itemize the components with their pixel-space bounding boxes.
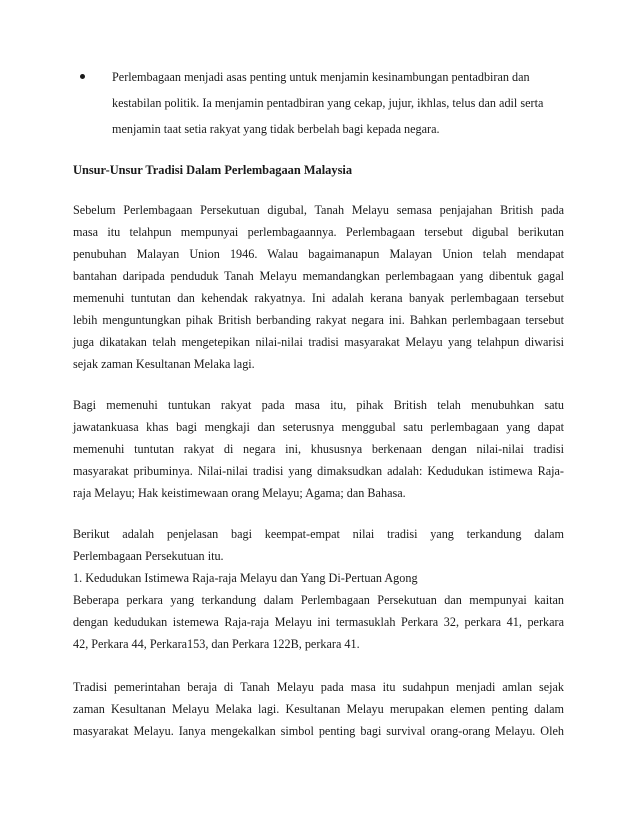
text-line: 42, Perkara 44, Perkara153, dan Perkara 122B, perkara 41. bbox=[73, 637, 360, 651]
text-line: Sebelum Perlembagaan Persekutuan digubal, Tanah Melayu semasa penjajahan British pada bbox=[73, 203, 564, 217]
text-line: Beberapa perkara yang terkandung dalam Perlembagaan Persekutuan dan mempunyai kaitan bbox=[73, 593, 564, 607]
text-line: bantahan daripada penduduk Tanah Melayu memandangkan perlembagaan yang dibentuk gagal bbox=[73, 269, 564, 283]
text-line: memenuhi tuntutan rakyat di negara ini, khususnya berkenaan dengan nilai-nilai tradisi bbox=[73, 442, 564, 456]
text-line: lebih menguntungkan pihak British berbanding rakyat negara ini. Bahkan perlembagaan tersebut bbox=[73, 313, 564, 327]
text-line: Perlembagaan Persekutuan itu. bbox=[73, 549, 224, 563]
text-line: Berikut adalah penjelasan bagi keempat-empat nilai tradisi yang terkandung dalam bbox=[73, 527, 564, 541]
text-line: zaman Kesultanan Melayu Melaka lagi. Kesultanan Melayu merupakan elemen penting dalam bbox=[73, 702, 564, 716]
text-line: Bagi memenuhi tuntukan rakyat pada masa itu, pihak British telah menubuhkan satu bbox=[73, 398, 564, 412]
text-line: juga dikatakan telah mengetepikan nilai-nilai tradisi masyarakat Melayu yang telahpun diwarisi bbox=[73, 335, 564, 349]
text-line: penubuhan Malayan Union 1946. Walau bagaimanapun Malayan Union telah mendapat bbox=[73, 247, 564, 261]
text-line: masa itu telahpun mempunyai perlembagaannya. Perlembagaan tersebut digubal berikutan bbox=[73, 225, 564, 239]
numbered-subheading: 1. Kedudukan Istimewa Raja-raja Melayu dan Yang Di-Pertuan Agong bbox=[73, 571, 418, 585]
text-line: dengan kedudukan istemewa Raja-raja Melayu ini termasuklah Perkara 32, perkara 41, perkara bbox=[73, 615, 564, 629]
bullet-dot-icon bbox=[80, 74, 85, 79]
section-heading: Unsur-Unsur Tradisi Dalam Perlembagaan Malaysia bbox=[73, 163, 353, 177]
text-line: kestabilan politik. Ia menjamin pentadbiran yang cekap, jujur, ikhlas, telus dan adil serta bbox=[112, 96, 544, 110]
text-line: sejak zaman Kesultanan Melaka lagi. bbox=[73, 357, 255, 371]
text-line: menjamin taat setia rakyat yang tidak berbelah bagi kepada negara. bbox=[112, 122, 440, 136]
text-line: Tradisi pemerintahan beraja di Tanah Melayu pada masa itu sudahpun menjadi amlan sejak bbox=[73, 680, 564, 694]
text-line: masyarakat Melayu. Ianya mengekalkan simbol penting bagi survival orang-orang Melayu. Oleh bbox=[73, 724, 564, 738]
text-line: Perlembagaan menjadi asas penting untuk menjamin kesinambungan pentadbiran dan bbox=[112, 70, 530, 84]
text-line: jawatankuasa khas bagi mengkaji dan seterusnya menggubal satu perlembagaan yang dapat bbox=[73, 420, 564, 434]
text-line: memenuhi tuntutan dan kehendak rakyatnya. Ini adalah kerana banyak perlembagaan tersebut bbox=[73, 291, 564, 305]
text-line: masyarakat pribuminya. Nilai-nilai tradisi yang dimaksudkan adalah: Kedudukan istimewa Raja- bbox=[73, 464, 564, 478]
text-line: raja Melayu; Hak keistimewaan orang Melayu; Agama; dan Bahasa. bbox=[73, 486, 406, 500]
